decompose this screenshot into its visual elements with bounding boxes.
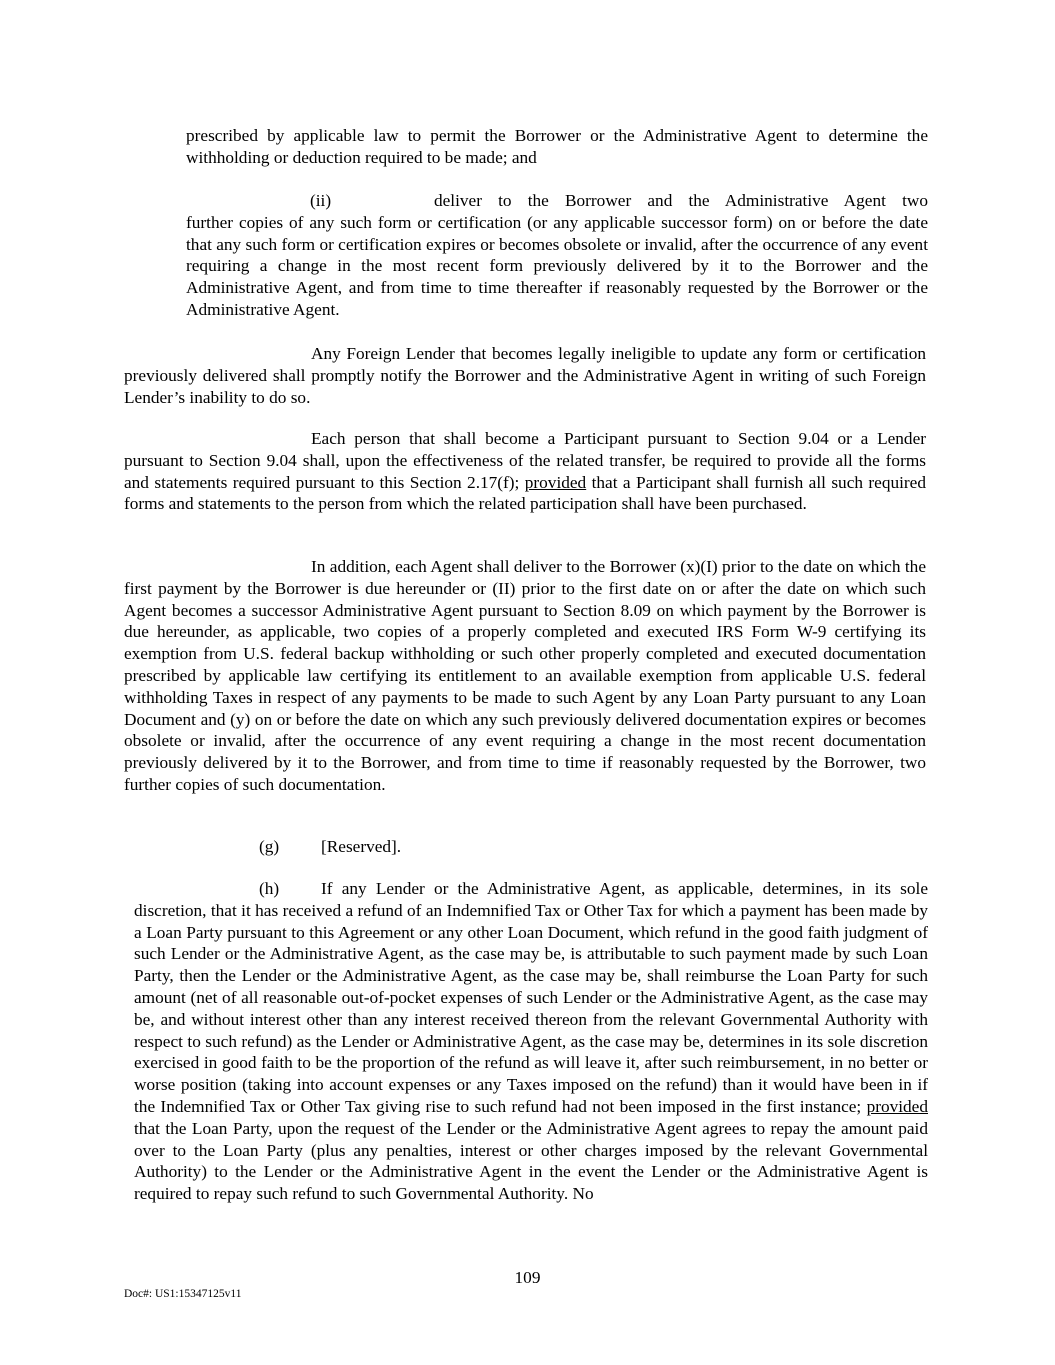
paragraph-foreign-lender (124, 343, 926, 408)
clause-first-line: deliver to the Borrower and the Administrative Agent two (434, 191, 928, 210)
paragraph-agent-delivery (124, 556, 926, 796)
clause-h (134, 878, 928, 1205)
clause-text: If any Lender or the Administrative Agent, as applicable, determines, in its sole discretion, that it has received a refund of an Indemnified Tax or Other Tax for which a payment has been made by a Loan Party pursuant to this Agreement or any other Loan Document, which refund in the good faith judgment of such Lender or the Administrative Agent, as the case may be, is attributable to such payment made by such Loan Party, then the Lender or the Administrative Agent, as the case may be, shall reimburse the Loan Party for such amount (net of all reasonable out-of-pocket expenses of such Lender or the Administrative Agent, as the case may be, and without interest other than any interest received thereon from the relevant Governmental Authority with respect to such refund) as the Lender or Administrative Agent, as the case may be, determines in its sole discretion exercised in good faith to be the proportion of the refund as will leave it, after such reimbursement, in no better or worse position (taking into account expenses or any Taxes imposed on the refund) than it would have been in if the Indemnified Tax or Other Tax giving rise to such refund had not been imposed in the first instance; (134, 879, 928, 1116)
clause-label: (ii) (310, 191, 332, 210)
paragraph-text: Each person that shall become a Participant pursuant to Section 9.04 or a Lender pursuant to Section 9.04 shall, upon the effectiveness of the related transfer, be required to provide all the forms and statements required pursuant to this Section 2.17(f); (124, 429, 926, 492)
clause-text: further copies of any such form or certification (or any applicable successor form) on or before the date that any such form or certification expires or becomes obsolete or invalid, after the occurrence of any event requiring a change in the most recent form previously delivered by it to the Borrower and the Administrative Agent, and from time to time thereafter if reasonably requested by the Borrower or the Administrative Agent. (186, 212, 928, 319)
paragraph-continuation (186, 125, 928, 169)
clause-text: [Reserved]. (321, 837, 402, 856)
paragraph-text: prescribed by applicable law to permit the Borrower or the Administrative Agent to determine the withholding or deduction required to be made; and (186, 126, 928, 167)
clause-text-cont: that the Loan Party, upon the request of the Lender or the Administrative Agent agrees to repay the amount paid over to the Loan Party (plus any penalties, interest or other charges imposed by the relevant Governmental Authority) to the Lender or the Administrative Agent in the event the Lender or the Administrative Agent is required to repay such refund to such Governmental Authority. No (134, 1118, 928, 1204)
provided-term: provided (866, 1096, 928, 1116)
page-number: 109 (514, 1268, 541, 1287)
paragraph-text: In addition, each Agent shall deliver to the Borrower (x)(I) prior to the date on which the first payment by the Borrower is due hereunder or (II) prior to the first date on or after the date on which such Agent becomes a successor Administrative Agent pursuant to Section 8.09 on which payment by the Borrower is due hereunder, as applicable, two copies of a properly completed and executed IRS Form W-9 certifying its exemption from U.S. federal backup withholding or such other properly completed and executed documentation prescribed by applicable law certifying its entitlement to an available exemption from applicable U.S. federal withholding Taxes in respect of any payments to be made to such Agent by any Loan Party pursuant to any Loan Document and (y) on or before the date on which any such previously delivered documentation expires or becomes obsolete or invalid, after the occurrence of any event requiring a change in the most recent documentation previously delivered by it to the Borrower, and from time to time if reasonably requested by the Borrower, two further copies of such documentation. (124, 557, 926, 794)
clause-label: (g) (259, 837, 280, 856)
paragraph-text: Any Foreign Lender that becomes legally ineligible to update any form or certification previously delivered shall promptly notify the Borrower and the Administrative Agent in writing of such Foreign Lender’s inability to do so. (124, 344, 926, 407)
doc-id: Doc#: US1:15347125v11 (124, 1288, 242, 1300)
paragraph-text-cont: that a Participant shall furnish all such required forms and statements to the person from which the related participation shall have been purchased. (124, 472, 926, 514)
clause-label: (h) (259, 879, 280, 898)
clause-g (124, 836, 926, 858)
paragraph-participant (124, 428, 926, 515)
provided-term: provided (524, 472, 587, 492)
clause-ii (186, 190, 928, 321)
